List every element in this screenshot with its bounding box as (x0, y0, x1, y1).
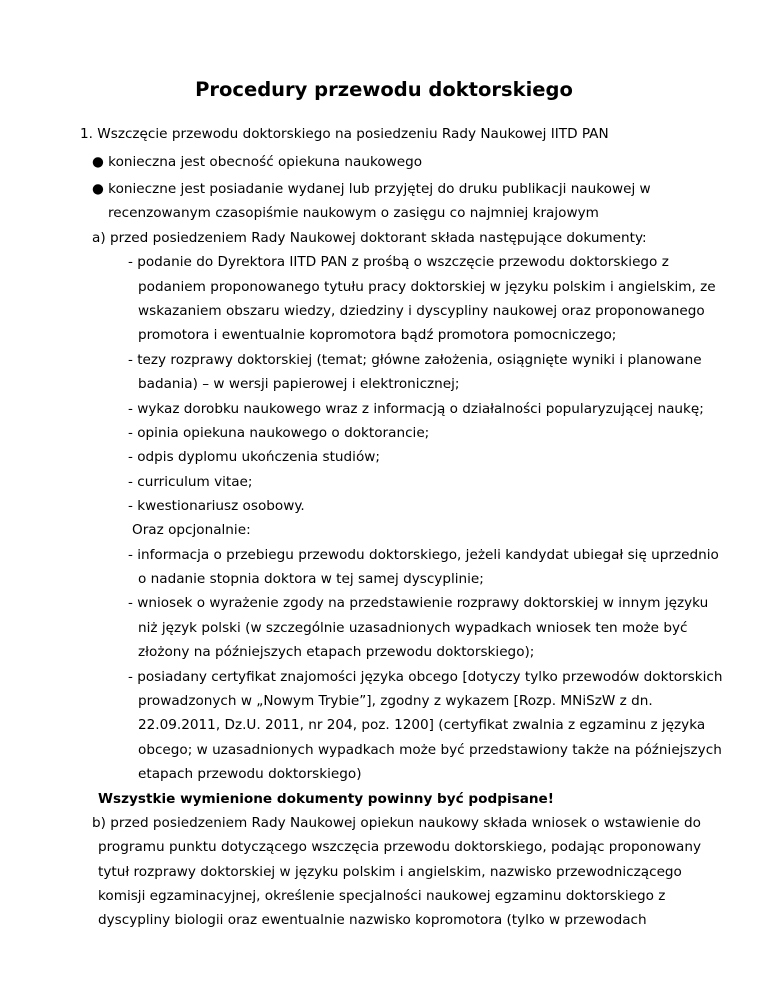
subsection-b-continuation: dyscypliny biologii oraz ewentualnie nazwisko kopromotora (tylko w przewodach (98, 912, 647, 928)
subsection-b-continuation: komisji egzaminacyjnej, określenie specjalności naukowej egzaminu doktorskiego z (98, 888, 666, 904)
list-item: - wniosek o wyrażenie zgody na przedstawienie rozprawy doktorskiej w innym języku (128, 595, 709, 611)
list-item-continuation: złożony na późniejszych etapach przewodu doktorskiego); (138, 644, 535, 660)
section-heading-1: 1. Wszczęcie przewodu doktorskiego na posiedzeniu Rady Naukowej IITD PAN (80, 126, 609, 142)
subsection-b: b) przed posiedzeniem Rady Naukowej opiekun naukowy składa wniosek o wstawienie do (92, 815, 701, 831)
signature-note: Wszystkie wymienione dokumenty powinny być podpisane! (98, 791, 554, 807)
list-item: - tezy rozprawy doktorskiej (temat; główne założenia, osiągnięte wyniki i planowane (128, 352, 702, 368)
list-item: - opinia opiekuna naukowego o doktorancie; (128, 425, 430, 441)
bullet-item: ● konieczna jest obecność opiekuna naukowego (92, 154, 423, 170)
list-item-continuation: obcego; w uzasadnionych wypadkach może być przedstawiony także na późniejszych (138, 742, 722, 758)
list-item: - kwestionariusz osobowy. (128, 498, 305, 514)
list-item-continuation: promotora i ewentualnie kopromotora bądź promotora pomocniczego; (138, 327, 617, 343)
list-item-continuation: niż język polski (w szczególnie uzasadnionych wypadkach wniosek ten może być (138, 620, 688, 636)
list-item-continuation: wskazaniem obszaru wiedzy, dziedziny i dyscypliny naukowej oraz proponowanego (138, 303, 705, 319)
list-item-continuation: podaniem proponowanego tytułu pracy doktorskiej w języku polskim i angielskim, ze (138, 279, 716, 295)
list-item: - posiadany certyfikat znajomości języka obcego [dotyczy tylko przewodów doktorskich (128, 669, 723, 685)
list-item: - curriculum vitae; (128, 474, 253, 490)
list-item: - wykaz dorobku naukowego wraz z informacją o działalności popularyzującej naukę; (128, 401, 704, 417)
optional-heading: Oraz opcjonalnie: (132, 522, 251, 538)
subsection-b-continuation: programu punktu dotyczącego wszczęcia przewodu doktorskiego, podając proponowany (98, 839, 702, 855)
list-item-continuation: prowadzonych w „Nowym Trybie”], zgodny z wykazem [Rozp. MNiSzW z dn. (138, 693, 653, 709)
subsection-b-continuation: tytuł rozprawy doktorskiej w języku polskim i angielskim, nazwisko przewodniczącego (98, 864, 682, 880)
list-item: - informacja o przebiegu przewodu doktorskiego, jeżeli kandydat ubiegał się uprzednio (128, 547, 719, 563)
list-item-continuation: o nadanie stopnia doktora w tej samej dyscyplinie; (138, 571, 484, 587)
bullet-item: ● konieczne jest posiadanie wydanej lub przyjętej do druku publikacji naukowej w (92, 181, 651, 197)
bullet-item-continuation: recenzowanym czasopiśmie naukowym o zasięgu co najmniej krajowym (108, 205, 599, 221)
subsection-a: a) przed posiedzeniem Rady Naukowej doktorant składa następujące dokumenty: (92, 230, 647, 246)
page-title: Procedury przewodu doktorskiego (195, 78, 573, 101)
list-item-continuation: etapach przewodu doktorskiego) (138, 766, 362, 782)
list-item: - odpis dyplomu ukończenia studiów; (128, 449, 380, 465)
list-item: - podanie do Dyrektora IITD PAN z prośbą o wszczęcie przewodu doktorskiego z (128, 254, 669, 270)
list-item-continuation: badania) – w wersji papierowej i elektronicznej; (138, 376, 460, 392)
list-item-continuation: 22.09.2011, Dz.U. 2011, nr 204, poz. 1200] (certyfikat zwalnia z egzaminu z języka (138, 717, 706, 733)
